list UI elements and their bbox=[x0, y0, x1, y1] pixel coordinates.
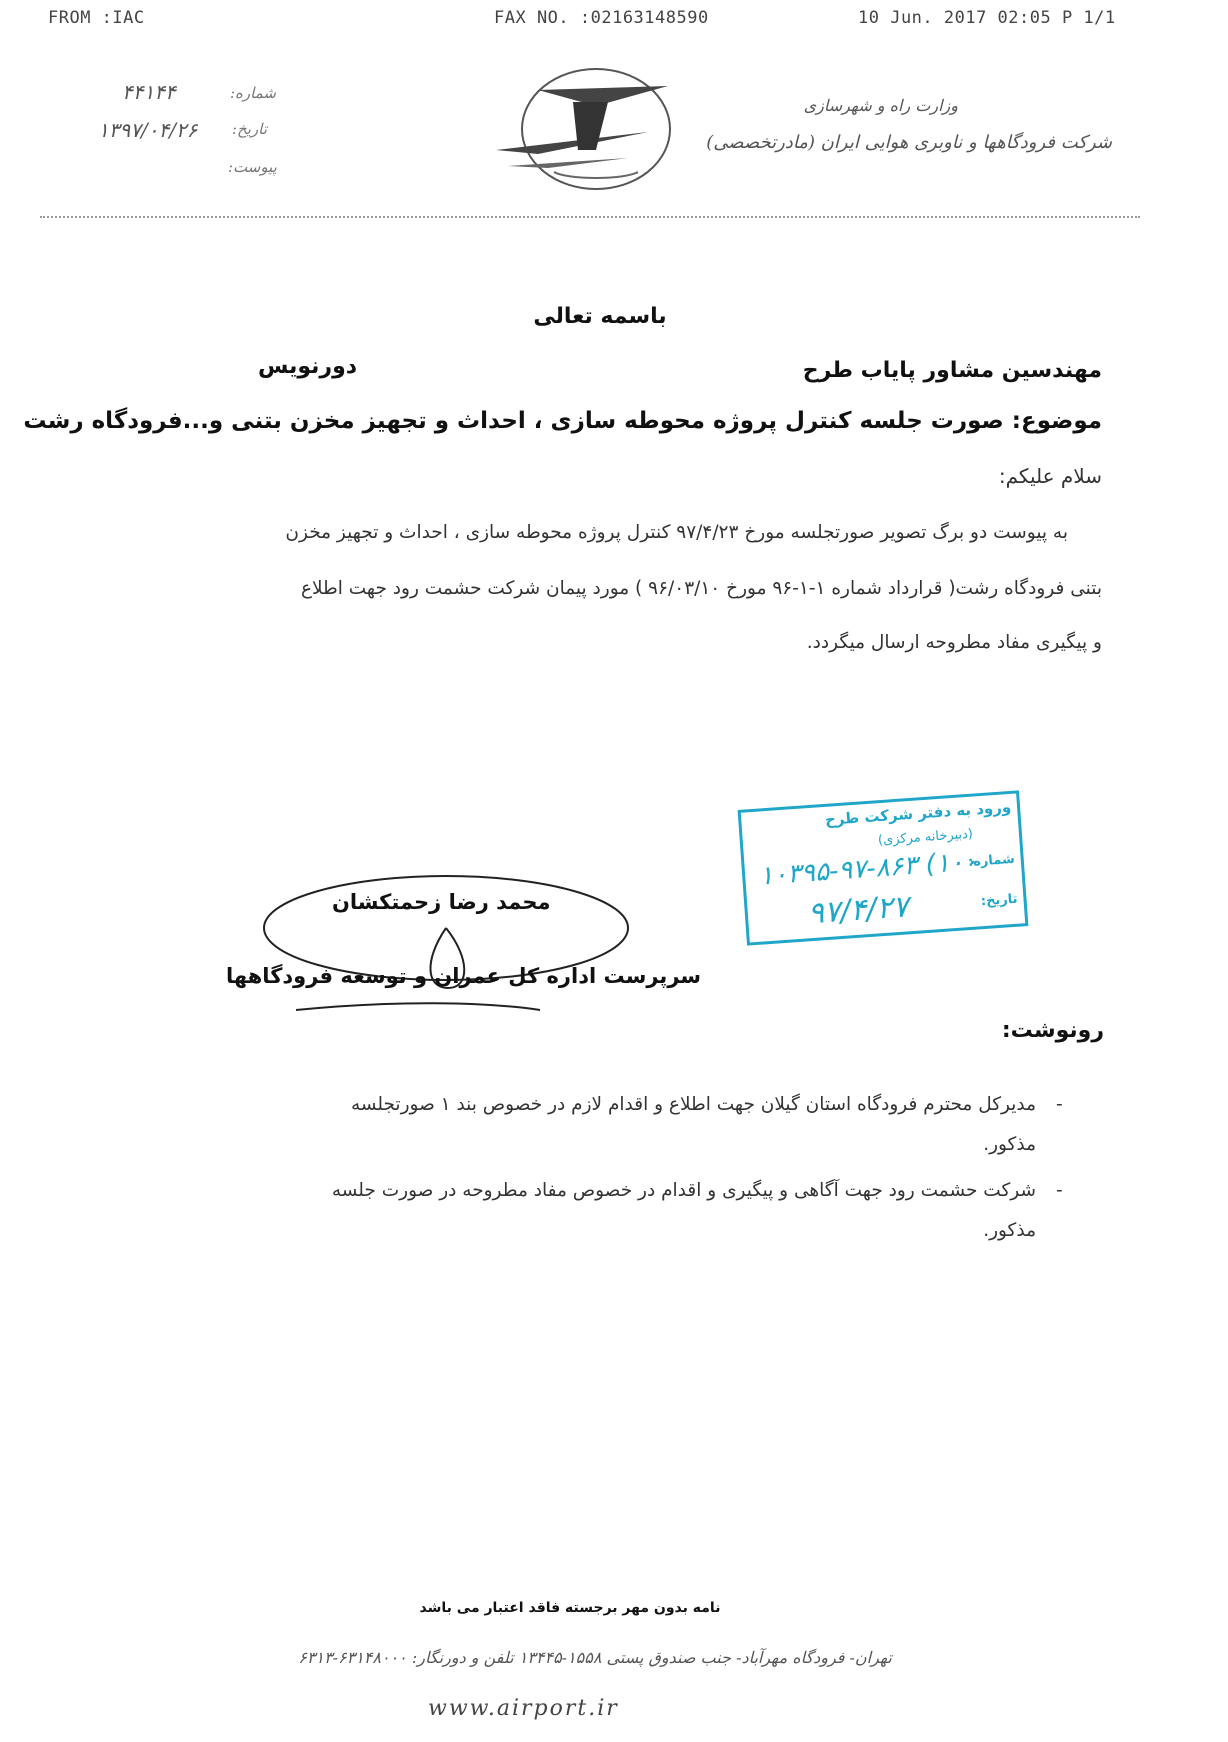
fax-note: دورنویس bbox=[258, 354, 358, 379]
body-line-1: به پیوست دو برگ تصویر صورتجلسه مورخ ۹۷/۴/۲۳ کنترل پروژه محوطه سازی ، احداث و تجهیز مخزن bbox=[285, 522, 1068, 543]
stamp-date-label: تاریخ: bbox=[980, 891, 1019, 910]
greeting: سلام علیکم: bbox=[998, 464, 1102, 488]
letter-date-value: ۱۳۹۷/۰۴/۲۶ bbox=[98, 118, 198, 142]
registration-stamp bbox=[738, 790, 1029, 945]
addressee: مهندسین مشاور پایاب طرح bbox=[802, 358, 1102, 383]
letter-attachment-label: پیوست: bbox=[228, 158, 277, 176]
cc-item-2-bullet: - bbox=[1056, 1180, 1063, 1201]
signatory-title: سرپرست اداره کل عمران و توسعه فرودگاهها bbox=[226, 964, 702, 988]
airport-company-logo bbox=[478, 62, 710, 192]
cc-heading: رونوشت: bbox=[1001, 1018, 1104, 1043]
company-name: شرکت فرودگاهها و ناوبری هوایی ایران (مادرتخصصی) bbox=[706, 132, 1112, 153]
invocation: باسمه تعالی bbox=[533, 304, 667, 329]
cc-item-1-line-1: مدیرکل محترم فرودگاه استان گیلان جهت اطلاع و اقدام لازم در خصوص بند ۱ صورتجلسه bbox=[350, 1094, 1036, 1115]
letter-number-value: ۴۴۱۴۴ bbox=[122, 80, 176, 104]
stamp-line-1: ورود به دفتر شرکت طرح bbox=[824, 797, 1012, 829]
cc-item-2-line-2: مذکور. bbox=[983, 1220, 1036, 1241]
letter-date-label: تاریخ: bbox=[232, 120, 267, 138]
fax-from: FROM :IAC bbox=[48, 8, 145, 28]
body-line-2: بتنی فرودگاه رشت( قرارداد شماره ۱-۱-۹۶ مورخ ۹۶/۰۳/۱۰ ) مورد پیمان شرکت حشمت رود جهت اطلاع bbox=[300, 578, 1102, 599]
footer-validity-note: نامه بدون مهر برجسته فاقد اعتبار می باشد bbox=[419, 1600, 721, 1616]
footer-address: تهران- فرودگاه مهرآباد- جنب صندوق پستی ۱۵۵۸-۱۳۴۴۵ تلفن و دورنگار: ۶۳۱۴۸۰۰۰-۶۳۱۳ bbox=[298, 1648, 892, 1667]
subject-line: موضوع: صورت جلسه کنترل پروژه محوطه سازی ، احداث و تجهیز مخزن بتنی و...فرودگاه رشت bbox=[23, 408, 1102, 434]
body-line-3: و پیگیری مفاد مطروحه ارسال میگردد. bbox=[806, 632, 1102, 653]
fax-number: FAX NO. :02163148590 bbox=[494, 8, 709, 28]
header-divider bbox=[40, 216, 1140, 218]
cc-item-1-line-2: مذکور. bbox=[983, 1134, 1036, 1155]
stamp-date-value: ۹۷/۴/۲۷ bbox=[806, 889, 910, 932]
cc-item-2-line-1: شرکت حشمت رود جهت آگاهی و پیگیری و اقدام در خصوص مفاد مطروحه در صورت جلسه bbox=[331, 1180, 1036, 1201]
stamp-line-2: (دبیرخانه مرکزی) bbox=[877, 826, 974, 849]
letter-number-label: شماره: bbox=[230, 84, 276, 102]
signatory-name: محمد رضا زحمتکشان bbox=[332, 890, 551, 914]
cc-item-1-bullet: - bbox=[1056, 1094, 1063, 1115]
stamp-number-label: شماره: bbox=[967, 851, 1016, 871]
fax-date: 10 Jun. 2017 02:05 P 1/1 bbox=[858, 8, 1116, 28]
stamp-number-value: ۱۰۳۹۵-۹۷-۸۶۳ (۱۰۰ bbox=[758, 846, 979, 892]
footer-website: www.airport.ir bbox=[428, 1696, 619, 1721]
ministry-name: وزارت راه و شهرسازی bbox=[803, 96, 958, 115]
